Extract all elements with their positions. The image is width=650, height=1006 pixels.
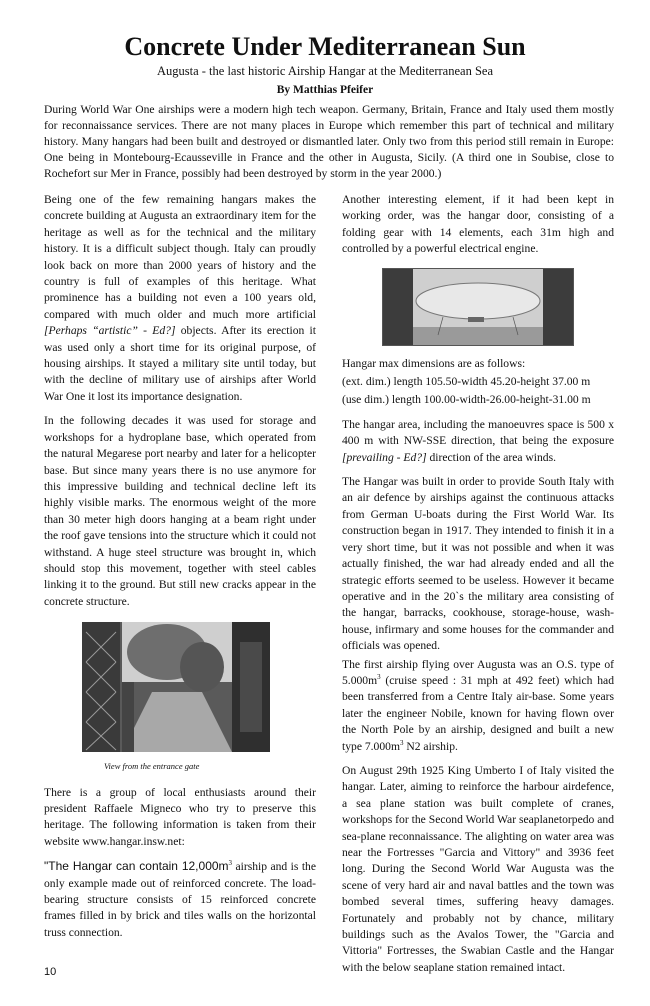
right-paragraph-5: On August 29th 1925 King Umberto I of Italy visited the hangar. Later, aiming to reinforce the harbour airdefence, a sea plane station was built complete of cranes, workshops for the Second World War seaplanetorpedo and sea-plane reconnaissance. The alighting on water area was near the Fortresses "Garcia and Vittory" and 3936 feet long. During the Second World War Augusta was the scene of very hard air and naval battles and the town was bombed several times, suffering heavy damages. Fortunately and probably not by chance, military buildings such as the Avalos Tower, the "Garcia and Vittoria" Fortresses, the Swabian Castle and the Hangar with the below seaplane station remained intact. <box>342 763 614 974</box>
right-paragraph-4: The first airship flying over Augusta was an O.S. type of $5.000m^3$ (cruise speed : 31 mph at 492 feet) which had been transferred from a Centre Italy air-base. Some years later the engineer Nobile, known for having flown over the North Pole by an airship, designed and built a new type $7.000m^3$ N2 airship. <box>342 657 614 753</box>
airship-photo <box>382 268 574 346</box>
left-paragraph-3: There is a group of local enthusiasts around their president Raffaele Migneco who try to preserve this heritage. The following information is taken from their website www.hangar.insw.net: <box>44 785 316 848</box>
right-paragraph-2: The hangar area, including the manoeuvres space is 500 x 400 m with NW-SSE direction, that being the exposure [prevailing - Ed?] direction of the area winds. <box>342 417 614 464</box>
airship-image <box>383 269 573 345</box>
left-paragraph-1: Being one of the few remaining hangars makes the concrete building at Augusta an extraordinary item for the heritage as well as for the technical and the military history. It is a difficult subject though. Italy can proudly look back on more than 2000 years of history and the country is full of examples of this heritage. What prominence has a building not even a 100 years old, compared with much older and much more artificial [Perhaps “artistic” - Ed?] objects. After its erection it was used only a short time for its original purpose, of housing airships. It stayed a military site until today, but with the decline of military use of airships after World War One it lost its importance designation. <box>44 193 316 403</box>
dimensions-internal: (use dim.) length 100.00-width-26.00-height-31.00 m <box>342 393 591 407</box>
left-paragraph-2: In the following decades it was used for storage and workshops for a hydroplane base, which operated from the natural Megarese port nearby and later for a helicopter base. But since many years there is no use anymore for this impressive building and technical decline left its highly visible marks. The enormous weight of the more than 30 meter high doors hanging at a beam right under the roof gave tensions into the structure which it could not withstand. A huge steel structure was brought in, which should stop this movement, together with steel cables linking it to the ground. But still new cracks appear in the concrete structure. <box>44 414 316 608</box>
intro-paragraph: During World War One airships were a modern high tech weapon. Germany, Britain, France and Italy used them mostly for reconnaissance services. There are not many places in Europe which remember this part of technical and military history. Many hangars had been built and destroyed or dismantled later. Only two from this period still remain in Europe: One being in Montebourg-Ecausseville in France and the other in Augusta, Sicily. (A third one in Soubise, close to Rochefort sur Mer in France, possibly had been destroyed by storm in the year 2000.) <box>44 103 614 180</box>
photo-caption: View from the entrance gate <box>104 761 200 772</box>
dimensions-title: Hangar max dimensions are as follows: <box>342 356 526 370</box>
article-byline: By Matthias Pfeifer <box>276 84 374 96</box>
entrance-gate-photo <box>82 622 270 752</box>
article-subtitle: Augusta - the last historic Airship Hangar at the Mediterranean Sea <box>156 64 493 78</box>
right-paragraph-3: The Hangar was built in order to provide South Italy with an air defence by airships against the continuous attacks from German U-boats during the First World War. Its construction began in 1917. They intended to finish it in a very short time, but it was not possible and when it was actually finished, the war had already ended and all the strategic efforts seemed to be useless. However it became operative and in the 20`s the military area consisting of the hangar, barracks, cookhouse, storage-house, wash-house, infirmary and some houses for the commander and officials was opened. <box>342 475 614 653</box>
page-number: 10 <box>44 966 57 978</box>
right-column <box>342 192 614 984</box>
entrance-gate-image <box>82 622 270 752</box>
left-paragraph-4: "The Hangar can contain $12,000m^3$ airship and is the only example made out of reinforced concrete. The load-bearing structure consists of 15 reinforced concrete frames filled in by brick and tiles walls on the horizontal truss connection. <box>44 859 316 939</box>
left-column <box>44 192 316 949</box>
right-paragraph-1: Another interesting element, if it had been kept in working order, was the hangar door, consisting of a folding gear with 14 elements, each 31m high and controlled by a powerful electrical engine. <box>342 193 614 256</box>
article-title: Concrete Under Mediterranean Sun <box>124 32 526 61</box>
dimensions-external: (ext. dim.) length 105.50-width 45.20-height 37.00 m <box>342 375 591 389</box>
